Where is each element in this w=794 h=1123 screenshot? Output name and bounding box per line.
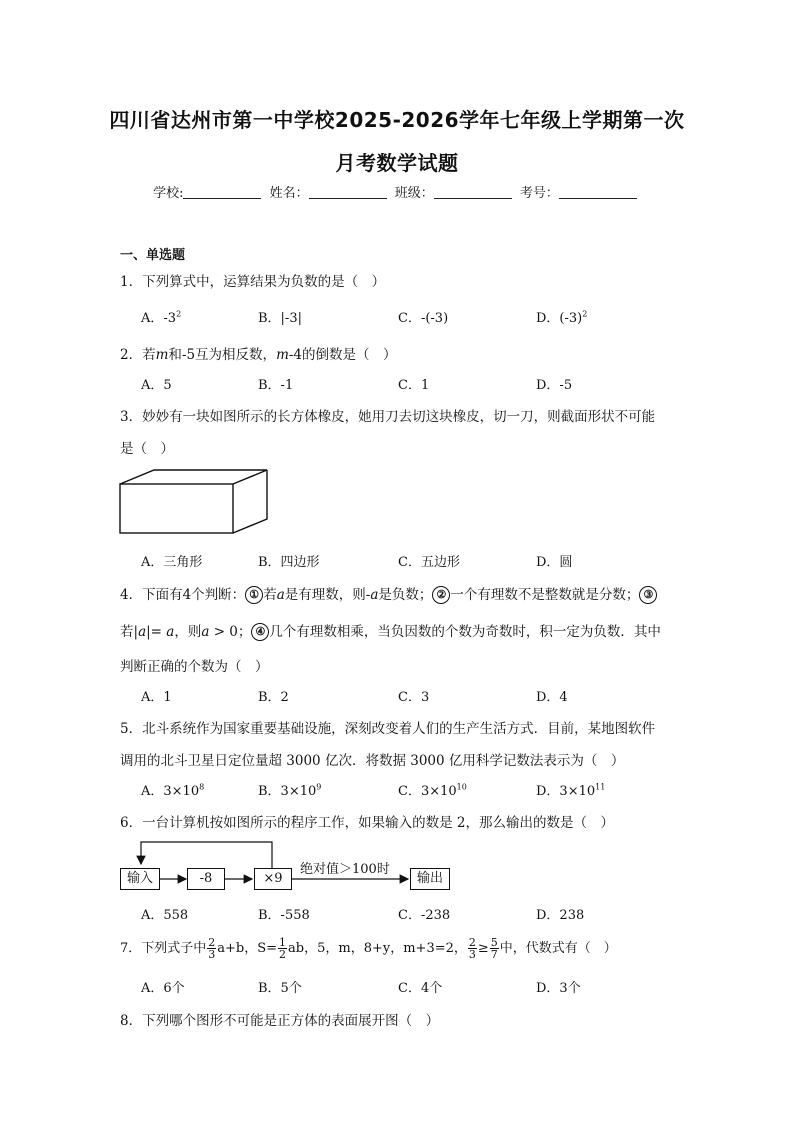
q5-option-b: B．$3\times 10^9$ xyxy=(258,782,322,799)
flow-condition-label: 绝对值＞100时 xyxy=(300,862,390,877)
fraction-2-3-b: $\frac{2}{3}$ xyxy=(468,936,476,961)
q5-option-c: C．$3\times 10^{10}$ xyxy=(398,782,467,799)
q5-option-a: A．$3\times 10^8$ xyxy=(141,782,205,799)
q3-option-d: D．圆 xyxy=(536,555,573,570)
question-5-line-2: 调用的北斗卫星日定位量超 3000 亿次．将数据 3000 亿用科学记数法表示为（ ） xyxy=(120,753,625,769)
exam-number-label: 考号： xyxy=(519,186,559,201)
q6-option-b: B．-558 xyxy=(258,908,310,923)
q2-option-d: D．-5 xyxy=(536,378,573,393)
q1-option-c: C．-(-3) xyxy=(398,311,449,326)
flow-output-box: 输出 xyxy=(410,868,450,890)
student-info-row xyxy=(0,182,794,201)
question-3-line-1: 3．妙妙有一块如图所示的长方体橡皮，她用刀去切这块橡皮，切一刀，则截面形状不可能 xyxy=(120,409,656,425)
q3-option-c: C．五边形 xyxy=(398,555,460,570)
school-blank[interactable] xyxy=(183,186,261,199)
circled-number-2: ② xyxy=(432,586,450,604)
fraction-2-3: $\frac{2}{3}$ xyxy=(208,936,216,961)
flow-times-9-box: ×9 xyxy=(254,868,292,890)
fraction-5-7: $\frac{5}{7}$ xyxy=(490,936,498,961)
question-5-line-1: 5．北斗系统作为国家重要基础设施，深刻改变着人们的生产生活方式．目前，某地图软件 xyxy=(120,721,656,737)
class-blank[interactable] xyxy=(434,186,512,199)
question-8-stem: 8．下列哪个图形不可能是正方体的表面展开图（ ） xyxy=(120,1013,440,1029)
question-6-stem: 6．一台计算机按如图所示的程序工作，如果输入的数是 2，那么输出的数是（ ） xyxy=(120,815,614,831)
q6-option-c: C．-238 xyxy=(398,908,451,923)
circled-number-1: ① xyxy=(245,586,263,604)
title-line-1: 四川省达州市第一中学校2025-2026学年七年级上学期第一次 xyxy=(109,108,685,132)
q6-option-d: D．238 xyxy=(536,908,585,923)
question-7-stem: 7．下列式子中 $\frac{2}{3}$ a+b，S= $\frac{1}{2}$ ab，5，m，8+y，m+3=2， $\frac{2}{3}$ ≥ $\frac{5}{7}$ 中，代数式有（ ） xyxy=(120,936,617,961)
title-line-2: 月考数学试题 xyxy=(335,151,459,175)
circled-number-3: ③ xyxy=(639,586,657,604)
class-label: 班级： xyxy=(394,186,434,201)
q4-option-c: C．3 xyxy=(398,690,430,705)
question-4-line-3: 判断正确的个数为（ ） xyxy=(120,659,269,675)
flow-input-box: 输入 xyxy=(120,868,160,890)
q1-option-a: A．$-3^2$ xyxy=(141,309,182,326)
name-blank[interactable] xyxy=(309,186,387,199)
q2-option-a: A．5 xyxy=(141,378,172,393)
q7-option-a: A．6个 xyxy=(141,981,185,996)
question-1-stem: 1．下列算式中，运算结果为负数的是（ ） xyxy=(120,274,386,290)
flow-minus-8-box: -8 xyxy=(187,868,225,890)
fraction-1-2: $\frac{1}{2}$ xyxy=(279,936,287,961)
circled-number-4: ④ xyxy=(251,623,269,641)
section-title: 一、单选题 xyxy=(120,248,186,263)
q6-option-a: A．558 xyxy=(141,908,189,923)
q3-option-a: A．三角形 xyxy=(141,555,203,570)
exam-number-blank[interactable] xyxy=(559,186,637,199)
question-4-line-2: 若|a|= a，则a > 0； ④ 几个有理数相乘，当负因数的个数为奇数时，积一定为负数．其中 xyxy=(120,624,661,640)
q4-option-d: D．4 xyxy=(536,690,568,705)
q4-option-b: B．2 xyxy=(258,690,289,705)
question-2-stem: 2．若m和-5互为相反数，m-4的倒数是（ ） xyxy=(120,347,397,363)
q7-option-b: B．5个 xyxy=(258,981,302,996)
q1-option-d: D．$(-3)^2$ xyxy=(536,309,588,326)
name-label: 姓名： xyxy=(269,186,309,201)
q1-option-b: B．|-3| xyxy=(258,311,302,326)
q5-option-d: D．$3\times 10^{11}$ xyxy=(536,782,606,799)
school-label: 学校: xyxy=(153,186,184,201)
q7-option-c: C．4个 xyxy=(398,981,443,996)
q2-option-b: B．-1 xyxy=(258,378,294,393)
q7-option-d: D．3个 xyxy=(536,981,581,996)
q4-option-a: A．1 xyxy=(141,690,172,705)
question-4-line-1: 4．下面有4个判断： ① 若a是有理数，则-a是负数； ② 一个有理数不是整数就是分数； ③ xyxy=(120,583,657,604)
question-3-line-2: 是（ ） xyxy=(120,441,174,457)
q2-option-c: C．1 xyxy=(398,378,430,393)
q3-option-b: B．四边形 xyxy=(258,555,320,570)
